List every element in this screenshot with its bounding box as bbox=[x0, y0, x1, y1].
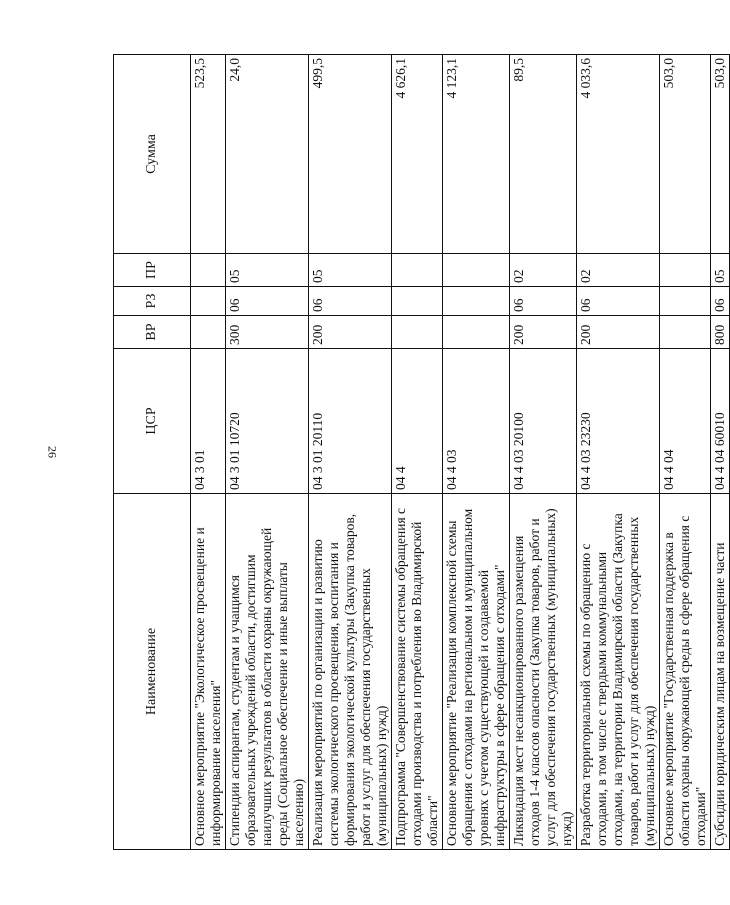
document-page bbox=[113, 55, 727, 850]
cell-name: Подпрограмма "Совершенствование системы обращения с отходами производства и потребления во Владимирской области" bbox=[392, 494, 443, 850]
table-row bbox=[191, 55, 226, 850]
cell-pr bbox=[660, 254, 711, 287]
header-csr: ЦСР bbox=[114, 349, 191, 494]
header-rz: РЗ bbox=[114, 287, 191, 316]
cell-vr: 300 bbox=[226, 316, 309, 349]
cell-vr bbox=[443, 316, 510, 349]
cell-rz: 06 bbox=[577, 287, 660, 316]
cell-sum: 499,5 bbox=[309, 55, 392, 254]
cell-pr: 05 bbox=[226, 254, 309, 287]
budget-table bbox=[113, 54, 730, 850]
cell-rz: 06 bbox=[711, 287, 730, 316]
cell-vr bbox=[191, 316, 226, 349]
cell-name: Разработка территориальной схемы по обращению с отходами, в том числе с твердыми коммунальными отходами, на территории Владимирской области (Закупка товаров, работ и услуг для обеспечения государственных (муниципальных) нужд) bbox=[577, 494, 660, 850]
cell-vr: 800 bbox=[711, 316, 730, 349]
cell-sum: 89,5 bbox=[510, 55, 577, 254]
cell-name: Основное мероприятие "Экологическое просвещение и информирование населения" bbox=[191, 494, 226, 850]
table-row bbox=[309, 55, 392, 850]
cell-pr bbox=[191, 254, 226, 287]
cell-rz: 06 bbox=[309, 287, 392, 316]
header-name: Наименование bbox=[114, 494, 191, 850]
cell-sum: 503,0 bbox=[660, 55, 711, 254]
cell-csr: 04 4 04 bbox=[660, 349, 711, 494]
table-header-row bbox=[114, 55, 191, 850]
table-row bbox=[392, 55, 443, 850]
cell-name: Ликвидация мест несанкционированного размещения отходов 1-4 классов опасности (Закупка товаров, работ и услуг для обеспечения государственных (муниципальных) нужд) bbox=[510, 494, 577, 850]
cell-vr bbox=[660, 316, 711, 349]
cell-name: Стипендии аспирантам, студентам и учащимся образовательных учреждений области, достигшим наилучших результатов в области охраны окружающей среды (Социальное обеспечение и иные выплаты населению) bbox=[226, 494, 309, 850]
cell-name: Субсидии юридическим лицам на возмещение части bbox=[711, 494, 730, 850]
cell-sum: 24,0 bbox=[226, 55, 309, 254]
cell-csr: 04 4 03 23230 bbox=[577, 349, 660, 494]
table-row bbox=[577, 55, 660, 850]
table-row bbox=[660, 55, 711, 850]
page-number: 26 bbox=[45, 446, 60, 458]
cell-pr bbox=[392, 254, 443, 287]
cell-csr: 04 4 bbox=[392, 349, 443, 494]
cell-pr: 05 bbox=[711, 254, 730, 287]
cell-rz bbox=[191, 287, 226, 316]
cell-rz: 06 bbox=[510, 287, 577, 316]
cell-csr: 04 3 01 bbox=[191, 349, 226, 494]
cell-vr bbox=[392, 316, 443, 349]
cell-pr: 05 bbox=[309, 254, 392, 287]
cell-sum: 503,0 bbox=[711, 55, 730, 254]
table-row bbox=[711, 55, 730, 850]
cell-csr: 04 3 01 10720 bbox=[226, 349, 309, 494]
cell-rz bbox=[392, 287, 443, 316]
cell-rz bbox=[660, 287, 711, 316]
cell-name: Основное мероприятие "Государственная поддержка в области охраны окружающей среды в сфере обращения с отходами" bbox=[660, 494, 711, 850]
cell-csr: 04 3 01 20110 bbox=[309, 349, 392, 494]
cell-csr: 04 4 03 20100 bbox=[510, 349, 577, 494]
cell-pr bbox=[443, 254, 510, 287]
cell-sum: 523,5 bbox=[191, 55, 226, 254]
cell-csr: 04 4 04 60010 bbox=[711, 349, 730, 494]
cell-sum: 4 626,1 bbox=[392, 55, 443, 254]
cell-name: Реализация мероприятий по организации и развитию системы экологического просвещения, воспитания и формирования экологической культуры (Закупка товаров, работ и услуг для обеспечения государственных (муниципальных) нужд) bbox=[309, 494, 392, 850]
cell-pr: 02 bbox=[577, 254, 660, 287]
cell-vr: 200 bbox=[309, 316, 392, 349]
table-row bbox=[226, 55, 309, 850]
header-vr: ВР bbox=[114, 316, 191, 349]
header-sum: Сумма bbox=[114, 55, 191, 254]
cell-rz: 06 bbox=[226, 287, 309, 316]
cell-name: Основное мероприятие "Реализация комплексной схемы обращения с отходами на региональном и муниципальном уровнях с учетом существующей и создаваемой инфраструктуры в сфере обращения с отходами" bbox=[443, 494, 510, 850]
cell-csr: 04 4 03 bbox=[443, 349, 510, 494]
cell-rz bbox=[443, 287, 510, 316]
cell-sum: 4 123,1 bbox=[443, 55, 510, 254]
cell-pr: 02 bbox=[510, 254, 577, 287]
cell-vr: 200 bbox=[510, 316, 577, 349]
header-pr: ПР bbox=[114, 254, 191, 287]
table-row bbox=[510, 55, 577, 850]
cell-sum: 4 033,6 bbox=[577, 55, 660, 254]
cell-vr: 200 bbox=[577, 316, 660, 349]
table-row bbox=[443, 55, 510, 850]
